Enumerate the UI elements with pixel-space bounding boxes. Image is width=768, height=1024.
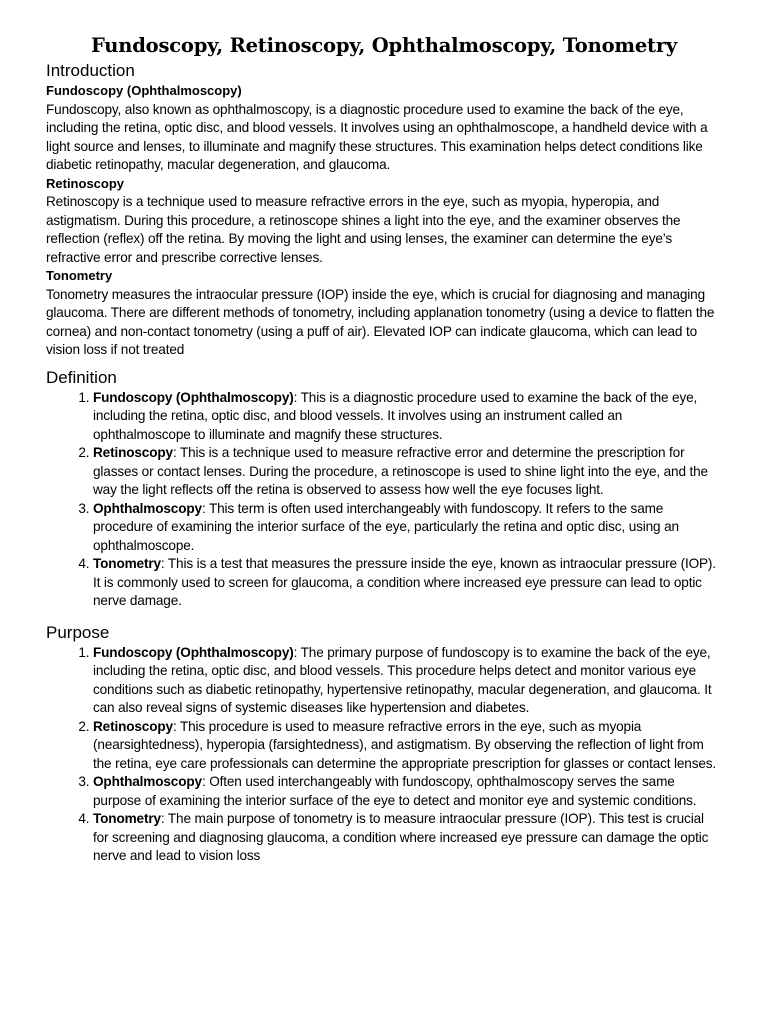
intro-retinoscopy-subheading: Retinoscopy: [46, 175, 125, 191]
list-item: [93, 555, 722, 611]
definition-term: Fundoscopy (Ophthalmoscopy): [93, 389, 294, 405]
list-item: [93, 444, 722, 500]
definition-term: Retinoscopy: [93, 445, 173, 460]
list-item: [93, 718, 722, 774]
definition-term: Ophthalmoscopy: [93, 500, 202, 516]
definition-section: [46, 368, 722, 611]
document-title: Fundoscopy, Retinoscopy, Ophthalmoscopy, Tonometry: [90, 34, 678, 57]
intro-tonometry-subheading: Tonometry: [46, 268, 113, 283]
purpose-term: Tonometry: [93, 811, 161, 826]
list-item: [93, 810, 722, 866]
purpose-text: : The primary purpose of fundoscopy is to examine the back of the eye, including the retina, optic disc, and blood vessels. This procedure helps detect and monitor various eye conditions such as diabetic retinopathy, hypertensive retinopathy, macular degeneration, and glaucoma. It can also reveal signs of systemic diseases like hypertension and diabetes.: [93, 644, 712, 715]
list-item: [93, 773, 722, 810]
definition-term: Tonometry: [93, 556, 161, 571]
definition-text: : This is a diagnostic procedure used to examine the back of the eye, including the retina, optic disc, and blood vessels. It involves using an instrument called an ophthalmoscope to illuminate and magnify these structures.: [93, 389, 698, 442]
list-item: [93, 500, 722, 556]
definition-text: : This is a technique used to measure refractive error and determine the prescription for glasses or contact lenses. During the procedure, a retinoscope is used to shine light into the eye, and the way the light reflects off the retina is observed to assess how well the eye focuses light.: [93, 445, 708, 497]
purpose-term: Retinoscopy: [93, 718, 173, 734]
definition-list: [46, 389, 722, 611]
introduction-section: [46, 61, 722, 360]
purpose-section: [46, 623, 722, 866]
purpose-text: : This procedure is used to measure refractive errors in the eye, such as myopia (nearsightedness), hyperopia (farsightedness), and astigmatism. By observing the reflection of light from the retina, eye care professionals can determine the appropriate prescription for glasses or contact lenses.: [93, 718, 717, 771]
introduction-heading: Introduction: [46, 61, 135, 80]
definition-text: : This is a test that measures the pressure inside the eye, known as intraocular pressure (IOP). It is commonly used to screen for glaucoma, a condition where increased eye pressure can lead to optic nerve damage.: [93, 556, 716, 608]
purpose-list: [46, 644, 722, 866]
intro-retinoscopy-text: Retinoscopy is a technique used to measure refractive errors in the eye, such as myopia, hyperopia, and astigmatism. During this procedure, a retinoscope shines a light into the eye, and the examiner observes the reflection (reflex) off the retina. By moving the light and using lenses, the examiner can determine the eye’s refractive error and prescribe corrective lenses.: [46, 194, 681, 265]
list-item: [93, 644, 722, 718]
purpose-term: Ophthalmoscopy: [93, 774, 202, 789]
purpose-heading: Purpose: [46, 622, 110, 642]
intro-tonometry-text: Tonometry measures the intraocular pressure (IOP) inside the eye, which is crucial for diagnosing and managing glaucoma. There are different methods of tonometry, including applanation tonometry (using a device to flatten the cornea) and non-contact tonometry (using a puff of air). Elevated IOP can indicate glaucoma, which can lead to vision loss if not treated: [46, 286, 715, 357]
definition-text: : This term is often used interchangeably with fundoscopy. It refers to the same procedure of examining the interior surface of the eye, particularly the retina and optic disc, using an ophthalmoscope.: [93, 500, 679, 553]
purpose-term: Fundoscopy (Ophthalmoscopy): [93, 644, 294, 660]
purpose-text: : Often used interchangeably with fundoscopy, ophthalmoscopy serves the same purpose of examining the interior surface of the eye to detect and monitor eye and systemic conditions.: [93, 774, 697, 808]
intro-fundoscopy-subheading: Fundoscopy (Ophthalmoscopy): [46, 83, 242, 98]
intro-fundoscopy-text: Fundoscopy, also known as ophthalmoscopy, is a diagnostic procedure used to examine the back of the eye, including the retina, optic disc, and blood vessels. It involves using an ophthalmoscope, a handheld device with a light source and lenses, to illuminate and magnify these structures. This examination helps detect conditions like diabetic retinopathy, macular degeneration, and glaucoma.: [46, 101, 708, 172]
definition-heading: Definition: [46, 367, 117, 387]
purpose-text: : The main purpose of tonometry is to measure intraocular pressure (IOP). This test is crucial for screening and diagnosing glaucoma, a condition where increased eye pressure can damage the optic nerve and lead to vision loss: [93, 811, 709, 863]
list-item: [93, 389, 722, 445]
